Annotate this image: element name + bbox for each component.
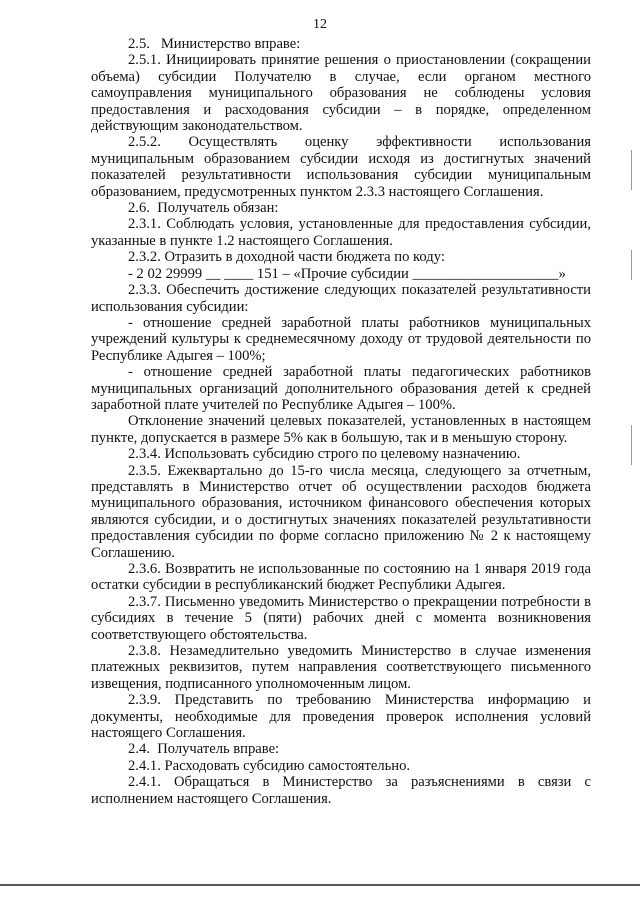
paragraph: 2.3.1. Соблюдать условия, установленные для предоставления субсидии, указанные в пункте 1.2 настоящего Соглашения.	[91, 216, 591, 249]
paragraph: 2.3.2. Отразить в доходной части бюджета по коду:	[128, 249, 445, 266]
paragraph: 2.4.1. Обращаться в Министерство за разъяснениями в связи с исполнением настоящего Соглашения.	[91, 774, 591, 807]
paragraph: 2.3.9. Представить по требованию Министерства информацию и документы, необходимые для проведения проверок исполнения условий настоящего Соглашения.	[91, 692, 591, 742]
paragraph: 2.4.1. Расходовать субсидию самостоятельно.	[128, 757, 411, 774]
paragraph: 2.3.3. Обеспечить достижение следующих показателей результативности использования субсидии:	[91, 282, 591, 315]
paragraph: 2.6. Получатель обязан:	[128, 200, 279, 217]
scan-edge-mark	[631, 425, 632, 465]
scan-edge-mark	[631, 150, 632, 190]
paragraph: 2.5. Министерство вправе:	[128, 36, 301, 52]
scan-edge-mark	[631, 250, 632, 280]
paragraph: 2.3.5. Ежеквартально до 15-го числа месяца, следующего за отчетным, представлять в Министерство отчет об осуществлении расходов бюджета муниципального образования, источником финансового обеспечения которых являются субсидии, и о достигнутых значениях показателей результативности предоставления субсидии по форме согласно приложению № 2 к настоящему Соглашению.	[91, 462, 591, 561]
page-bottom-rule	[0, 884, 640, 886]
paragraph: - отношение средней заработной платы педагогических работников муниципальных организаций дополнительного образования детей к средней заработной плате учителей по Республике Адыгея – 100%.	[91, 364, 591, 413]
document-body	[91, 36, 591, 807]
paragraph: - отношение средней заработной платы работников муниципальных учреждений культуры к среднемесячному доходу от трудовой деятельности по Республике Адыгея – 100%;	[91, 314, 591, 364]
paragraph: - 2 02 29999 __ ____ 151 – «Прочие субсидии ____________________»	[128, 265, 566, 282]
paragraph: 2.3.7. Письменно уведомить Министерство о прекращении потребности в субсидиях в течение 5 (пяти) рабочих дней с момента возникновения соответствующего обстоятельства.	[91, 593, 591, 643]
paragraph: 2.5.1. Инициировать принятие решения о приостановлении (сокращении объема) субсидии Получателю в случае, если органом местного самоуправления муниципального образования не соблюдены условия предоставления и расходования субсидии – в порядке, определенном действующим законодательством.	[91, 52, 591, 135]
paragraph: 2.5.2. Осуществлять оценку эффективности использования муниципальным образованием субсидии исходя из достигнутых значений показателей результативности использования субсидии муниципальным образованием, предусмотренных пунктом 2.3.3 настоящего Соглашения.	[91, 134, 591, 200]
page-number: 12	[313, 17, 327, 32]
paragraph: Отклонение значений целевых показателей, установленных в настоящем пункте, допускается в размере 5% как в большую, так и в меньшую сторону.	[91, 413, 591, 446]
paragraph: 2.3.8. Незамедлительно уведомить Министерство в случае изменения платежных реквизитов, путем направления соответствующего письменного извещения, подписанного уполномоченным лицом.	[91, 643, 591, 692]
paragraph: 2.4. Получатель вправе:	[128, 741, 280, 758]
paragraph: 2.3.4. Использовать субсидию строго по целевому назначению.	[128, 446, 521, 463]
paragraph: 2.3.6. Возвратить не использованные по состоянию на 1 января 2019 года остатки субсидии в республиканский бюджет Республики Адыгея.	[91, 561, 591, 594]
